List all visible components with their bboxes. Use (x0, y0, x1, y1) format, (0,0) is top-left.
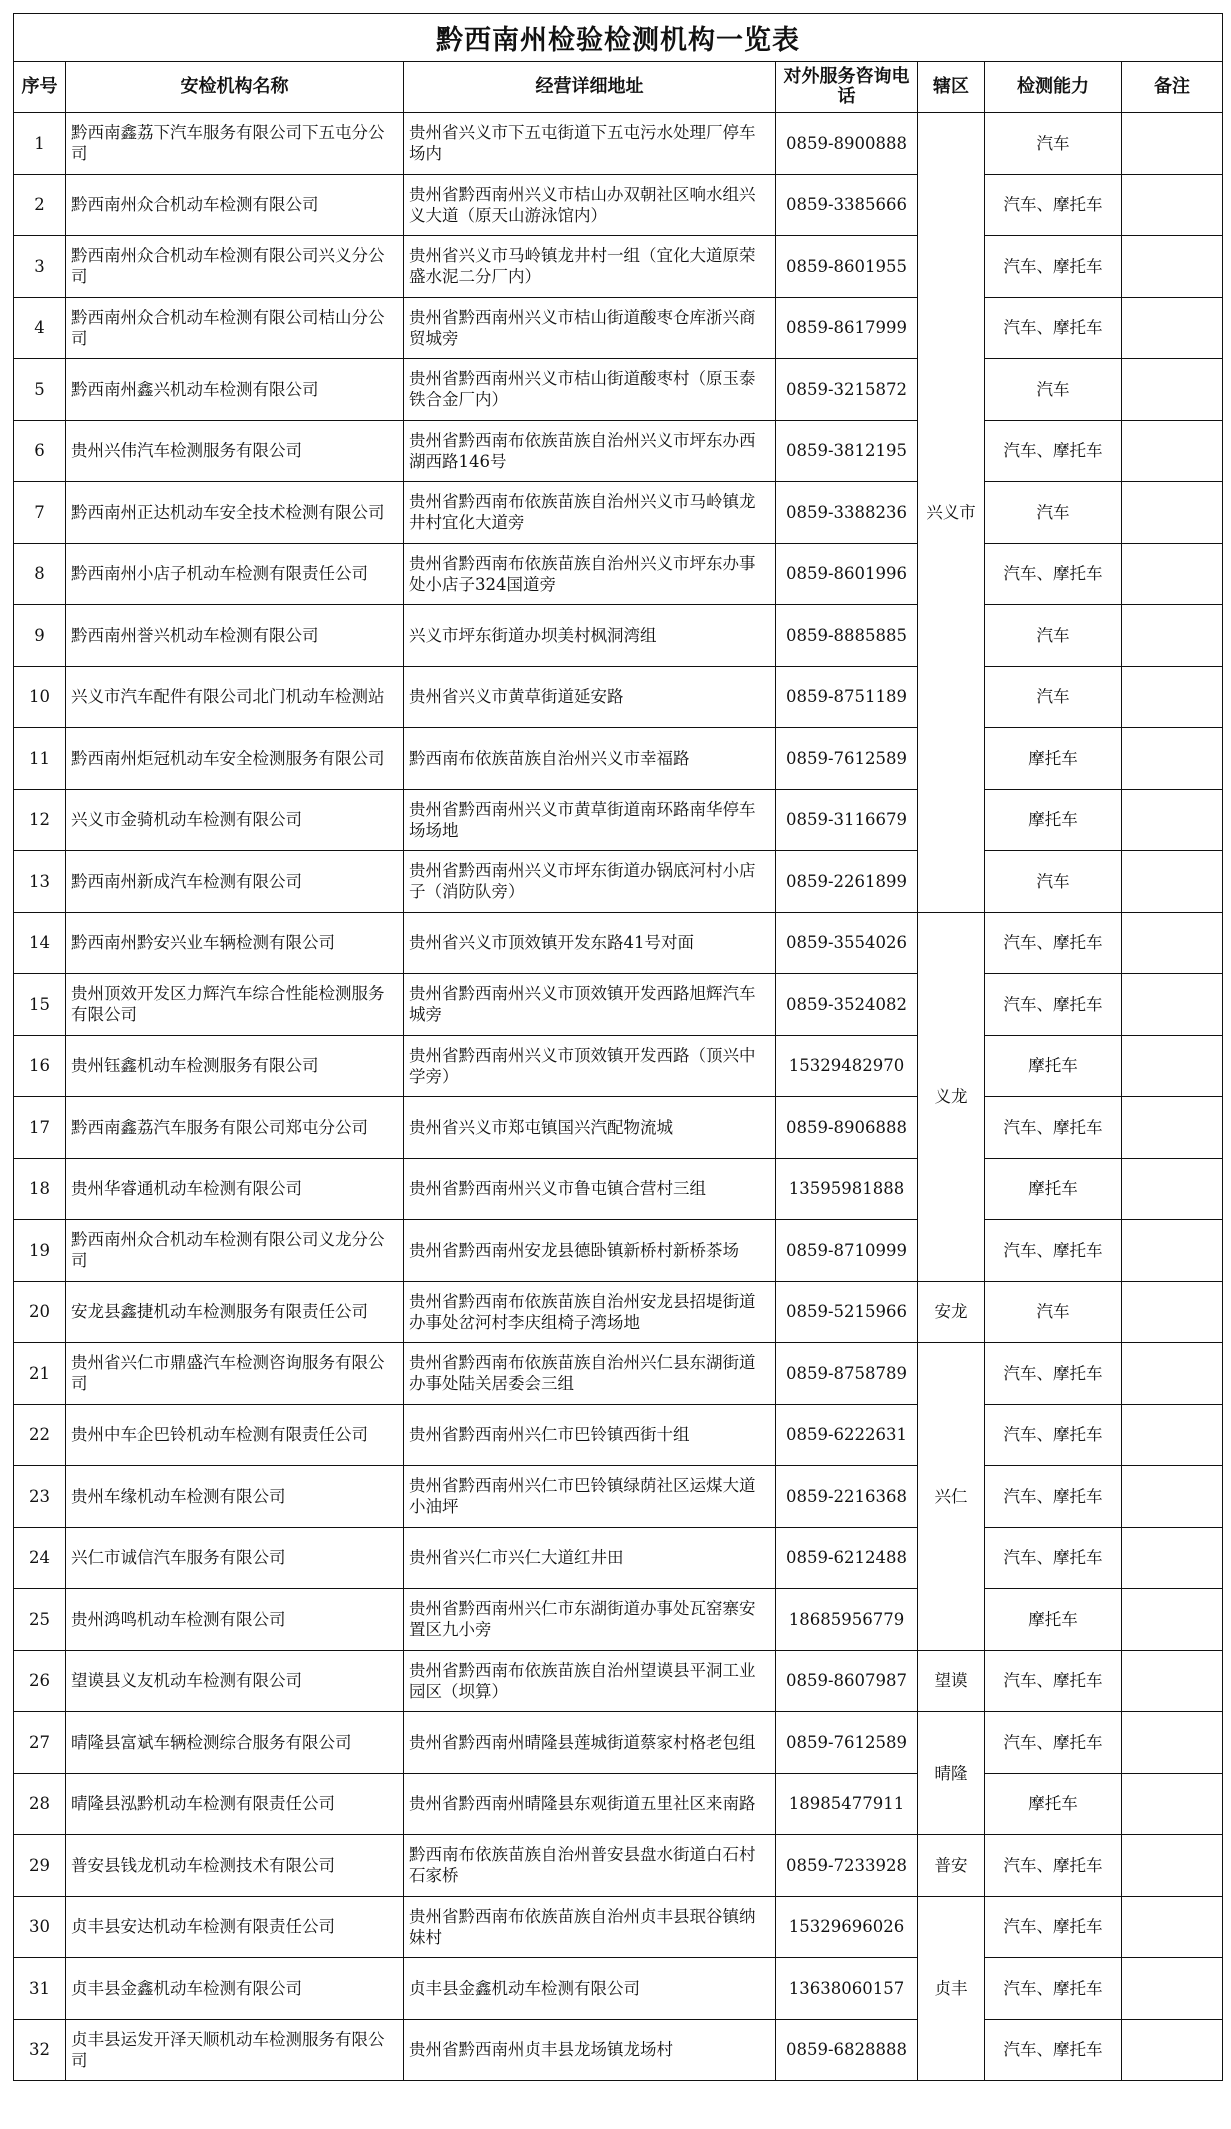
row-agency-name: 黔西南州小店子机动车检测有限责任公司 (66, 543, 404, 605)
row-phone: 0859-8758789 (776, 1343, 918, 1405)
row-serial-no: 6 (14, 420, 66, 482)
table-row (14, 236, 1223, 298)
row-capability: 摩托车 (985, 1035, 1122, 1097)
row-address: 贵州省黔西南布依族苗族自治州兴仁县东湖街道办事处陆关居委会三组 (404, 1343, 776, 1405)
row-address: 贵州省黔西南州兴义市顶效镇开发西路（顶兴中学旁） (404, 1035, 776, 1097)
row-address: 贵州省黔西南布依族苗族自治州兴义市马岭镇龙井村宜化大道旁 (404, 482, 776, 544)
row-agency-name: 贞丰县金鑫机动车检测有限公司 (66, 1958, 404, 2020)
row-capability: 汽车、摩托车 (985, 543, 1122, 605)
row-address: 黔西南布依族苗族自治州普安县盘水街道白石村石家桥 (404, 1835, 776, 1897)
row-district: 兴义市 (918, 113, 985, 913)
table-row (14, 728, 1223, 790)
row-serial-no: 11 (14, 728, 66, 790)
row-agency-name: 黔西南州新成汽车检测有限公司 (66, 851, 404, 913)
row-capability: 汽车、摩托车 (985, 420, 1122, 482)
row-phone: 0859-8601955 (776, 236, 918, 298)
table-row (14, 543, 1223, 605)
row-district: 贞丰 (918, 1896, 985, 2081)
table-row (14, 789, 1223, 851)
table-row (14, 1527, 1223, 1589)
row-serial-no: 23 (14, 1466, 66, 1528)
table-row (14, 1466, 1223, 1528)
row-agency-name: 贵州顶效开发区力辉汽车综合性能检测服务有限公司 (66, 974, 404, 1036)
row-capability: 汽车、摩托车 (985, 1097, 1122, 1159)
row-address: 贵州省兴义市黄草街道延安路 (404, 666, 776, 728)
table-row (14, 482, 1223, 544)
row-address: 贞丰县金鑫机动车检测有限公司 (404, 1958, 776, 2020)
table-row (14, 605, 1223, 667)
row-capability: 汽车、摩托车 (985, 1650, 1122, 1712)
row-address: 贵州省黔西南布依族苗族自治州兴义市坪东办西湖西路146号 (404, 420, 776, 482)
row-note (1122, 482, 1223, 544)
header-serial-no: 序号 (14, 62, 66, 113)
row-agency-name: 黔西南州众合机动车检测有限公司 (66, 174, 404, 236)
row-note (1122, 1835, 1223, 1897)
row-serial-no: 13 (14, 851, 66, 913)
table-row (14, 1404, 1223, 1466)
row-address: 贵州省黔西南州兴义市桔山街道酸枣仓库浙兴商贸城旁 (404, 297, 776, 359)
row-agency-name: 贵州兴伟汽车检测服务有限公司 (66, 420, 404, 482)
row-address: 黔西南布依族苗族自治州兴义市幸福路 (404, 728, 776, 790)
row-phone: 0859-8751189 (776, 666, 918, 728)
row-note (1122, 1281, 1223, 1343)
row-capability: 汽车、摩托车 (985, 236, 1122, 298)
row-phone: 0859-3812195 (776, 420, 918, 482)
row-note (1122, 113, 1223, 175)
table-row (14, 359, 1223, 421)
row-agency-name: 黔西南州众合机动车检测有限公司兴义分公司 (66, 236, 404, 298)
row-agency-name: 晴隆县泓黔机动车检测有限责任公司 (66, 1773, 404, 1835)
row-agency-name: 贵州华睿通机动车检测有限公司 (66, 1158, 404, 1220)
header-agency-name: 安检机构名称 (66, 62, 404, 113)
table-row (14, 1589, 1223, 1651)
row-phone: 0859-8607987 (776, 1650, 918, 1712)
row-capability: 汽车 (985, 482, 1122, 544)
row-capability: 汽车、摩托车 (985, 297, 1122, 359)
row-agency-name: 黔西南州众合机动车检测有限公司义龙分公司 (66, 1220, 404, 1282)
row-serial-no: 17 (14, 1097, 66, 1159)
row-note (1122, 1035, 1223, 1097)
row-capability: 汽车、摩托车 (985, 912, 1122, 974)
row-address: 贵州省兴义市马岭镇龙井村一组（宜化大道原荣盛水泥二分厂内） (404, 236, 776, 298)
table-row (14, 1650, 1223, 1712)
row-note (1122, 666, 1223, 728)
header-note: 备注 (1122, 62, 1223, 113)
row-serial-no: 10 (14, 666, 66, 728)
row-address: 贵州省黔西南州兴仁市巴铃镇绿荫社区运煤大道小油坪 (404, 1466, 776, 1528)
row-capability: 摩托车 (985, 1773, 1122, 1835)
row-serial-no: 4 (14, 297, 66, 359)
row-serial-no: 16 (14, 1035, 66, 1097)
row-phone: 0859-3215872 (776, 359, 918, 421)
row-capability: 汽车、摩托车 (985, 1466, 1122, 1528)
row-note (1122, 1220, 1223, 1282)
row-phone: 0859-2261899 (776, 851, 918, 913)
agency-table (13, 13, 1223, 2081)
row-address: 贵州省黔西南州兴义市鲁屯镇合营村三组 (404, 1158, 776, 1220)
table-row (14, 174, 1223, 236)
row-serial-no: 3 (14, 236, 66, 298)
row-address: 贵州省黔西南布依族苗族自治州安龙县招堤街道办事处岔河村李庆组椅子湾场地 (404, 1281, 776, 1343)
row-phone: 0859-8906888 (776, 1097, 918, 1159)
row-capability: 汽车、摩托车 (985, 1958, 1122, 2020)
row-serial-no: 9 (14, 605, 66, 667)
row-serial-no: 12 (14, 789, 66, 851)
row-address: 贵州省黔西南州兴义市黄草街道南环路南华停车场场地 (404, 789, 776, 851)
inspection-agency-sheet (13, 13, 1222, 2081)
row-note (1122, 2019, 1223, 2081)
row-serial-no: 27 (14, 1712, 66, 1774)
row-note (1122, 1404, 1223, 1466)
row-agency-name: 兴义市汽车配件有限公司北门机动车检测站 (66, 666, 404, 728)
row-capability: 汽车 (985, 113, 1122, 175)
row-note (1122, 1343, 1223, 1405)
row-phone: 0859-3385666 (776, 174, 918, 236)
header-district: 辖区 (918, 62, 985, 113)
header-row (14, 62, 1223, 113)
row-phone: 0859-7233928 (776, 1835, 918, 1897)
row-agency-name: 黔西南州众合机动车检测有限公司桔山分公司 (66, 297, 404, 359)
row-agency-name: 黔西南州鑫兴机动车检测有限公司 (66, 359, 404, 421)
row-capability: 汽车、摩托车 (985, 174, 1122, 236)
table-title: 黔西南州检验检测机构一览表 (14, 14, 1223, 62)
row-phone: 0859-6222631 (776, 1404, 918, 1466)
row-note (1122, 974, 1223, 1036)
row-capability: 汽车、摩托车 (985, 2019, 1122, 2081)
row-phone: 0859-6212488 (776, 1527, 918, 1589)
row-serial-no: 5 (14, 359, 66, 421)
row-agency-name: 黔西南鑫荔下汽车服务有限公司下五屯分公司 (66, 113, 404, 175)
row-capability: 摩托车 (985, 728, 1122, 790)
row-agency-name: 黔西南州炬冠机动车安全检测服务有限公司 (66, 728, 404, 790)
row-note (1122, 420, 1223, 482)
row-capability: 汽车、摩托车 (985, 1896, 1122, 1958)
row-agency-name: 黔西南鑫荔汽车服务有限公司郑屯分公司 (66, 1097, 404, 1159)
row-phone: 0859-8617999 (776, 297, 918, 359)
table-row (14, 297, 1223, 359)
row-note (1122, 1527, 1223, 1589)
row-agency-name: 贵州鸿鸣机动车检测有限公司 (66, 1589, 404, 1651)
row-address: 贵州省黔西南州晴隆县东观街道五里社区来南路 (404, 1773, 776, 1835)
row-note (1122, 297, 1223, 359)
row-district: 义龙 (918, 912, 985, 1281)
row-serial-no: 25 (14, 1589, 66, 1651)
table-row (14, 420, 1223, 482)
table-row (14, 1035, 1223, 1097)
row-phone: 18685956779 (776, 1589, 918, 1651)
row-agency-name: 兴义市金骑机动车检测有限公司 (66, 789, 404, 851)
row-address: 贵州省兴仁市兴仁大道红井田 (404, 1527, 776, 1589)
row-note (1122, 1773, 1223, 1835)
row-agency-name: 黔西南州誉兴机动车检测有限公司 (66, 605, 404, 667)
row-note (1122, 543, 1223, 605)
row-note (1122, 1650, 1223, 1712)
table-row (14, 1220, 1223, 1282)
row-address: 贵州省黔西南州安龙县德卧镇新桥村新桥茶场 (404, 1220, 776, 1282)
row-address: 贵州省黔西南布依族苗族自治州望谟县平洞工业园区（坝算） (404, 1650, 776, 1712)
row-address: 贵州省黔西南布依族苗族自治州贞丰县珉谷镇纳妹村 (404, 1896, 776, 1958)
row-serial-no: 21 (14, 1343, 66, 1405)
row-serial-no: 7 (14, 482, 66, 544)
row-address: 贵州省黔西南州贞丰县龙场镇龙场村 (404, 2019, 776, 2081)
row-address: 兴义市坪东街道办坝美村枫洞湾组 (404, 605, 776, 667)
row-note (1122, 359, 1223, 421)
row-agency-name: 贞丰县安达机动车检测有限责任公司 (66, 1896, 404, 1958)
row-note (1122, 1896, 1223, 1958)
row-serial-no: 2 (14, 174, 66, 236)
row-phone: 0859-8900888 (776, 113, 918, 175)
row-agency-name: 贵州省兴仁市鼎盛汽车检测咨询服务有限公司 (66, 1343, 404, 1405)
row-note (1122, 1589, 1223, 1651)
row-capability: 汽车 (985, 666, 1122, 728)
table-row (14, 666, 1223, 728)
row-capability: 汽车、摩托车 (985, 1527, 1122, 1589)
row-phone: 15329482970 (776, 1035, 918, 1097)
row-district: 晴隆 (918, 1712, 985, 1835)
row-serial-no: 24 (14, 1527, 66, 1589)
row-note (1122, 1958, 1223, 2020)
row-address: 贵州省兴义市郑屯镇国兴汽配物流城 (404, 1097, 776, 1159)
row-phone: 18985477911 (776, 1773, 918, 1835)
row-district: 安龙 (918, 1281, 985, 1343)
row-phone: 0859-3116679 (776, 789, 918, 851)
row-agency-name: 贵州钰鑫机动车检测服务有限公司 (66, 1035, 404, 1097)
row-serial-no: 26 (14, 1650, 66, 1712)
row-serial-no: 14 (14, 912, 66, 974)
row-note (1122, 236, 1223, 298)
row-phone: 0859-6828888 (776, 2019, 918, 2081)
table-row (14, 1343, 1223, 1405)
row-phone: 0859-5215966 (776, 1281, 918, 1343)
row-phone: 0859-8885885 (776, 605, 918, 667)
row-serial-no: 22 (14, 1404, 66, 1466)
row-capability: 摩托车 (985, 789, 1122, 851)
row-phone: 0859-3388236 (776, 482, 918, 544)
table-row (14, 2019, 1223, 2081)
row-note (1122, 1097, 1223, 1159)
header-capability: 检测能力 (985, 62, 1122, 113)
table-row (14, 1835, 1223, 1897)
table-row (14, 1773, 1223, 1835)
row-phone: 0859-3554026 (776, 912, 918, 974)
table-row (14, 974, 1223, 1036)
row-capability: 摩托车 (985, 1589, 1122, 1651)
table-row (14, 113, 1223, 175)
row-phone: 0859-3524082 (776, 974, 918, 1036)
row-address: 贵州省黔西南州兴仁市巴铃镇西街十组 (404, 1404, 776, 1466)
row-phone: 13595981888 (776, 1158, 918, 1220)
row-capability: 汽车 (985, 359, 1122, 421)
row-phone: 0859-7612589 (776, 728, 918, 790)
row-note (1122, 605, 1223, 667)
table-row (14, 851, 1223, 913)
row-note (1122, 1466, 1223, 1528)
row-address: 贵州省黔西南州兴义市坪东街道办锅底河村小店子（消防队旁） (404, 851, 776, 913)
row-district: 兴仁 (918, 1343, 985, 1651)
row-phone: 13638060157 (776, 1958, 918, 2020)
row-phone: 0859-2216368 (776, 1466, 918, 1528)
row-agency-name: 贵州车缘机动车检测有限公司 (66, 1466, 404, 1528)
row-capability: 汽车 (985, 605, 1122, 667)
header-address: 经营详细地址 (404, 62, 776, 113)
row-capability: 汽车、摩托车 (985, 1220, 1122, 1282)
table-body (14, 113, 1223, 2081)
header-phone: 对外服务咨询电话 (776, 62, 918, 113)
row-agency-name: 黔西南州黔安兴业车辆检测有限公司 (66, 912, 404, 974)
row-address: 贵州省兴义市顶效镇开发东路41号对面 (404, 912, 776, 974)
row-phone: 0859-8710999 (776, 1220, 918, 1282)
table-row (14, 912, 1223, 974)
row-capability: 汽车、摩托车 (985, 1343, 1122, 1405)
table-row (14, 1958, 1223, 2020)
row-serial-no: 19 (14, 1220, 66, 1282)
row-serial-no: 32 (14, 2019, 66, 2081)
row-phone: 0859-7612589 (776, 1712, 918, 1774)
table-row (14, 1712, 1223, 1774)
table-row (14, 1896, 1223, 1958)
row-note (1122, 1158, 1223, 1220)
row-serial-no: 28 (14, 1773, 66, 1835)
row-serial-no: 1 (14, 113, 66, 175)
row-address: 贵州省黔西南州兴义市桔山街道酸枣村（原玉泰铁合金厂内） (404, 359, 776, 421)
row-serial-no: 20 (14, 1281, 66, 1343)
row-agency-name: 安龙县鑫捷机动车检测服务有限责任公司 (66, 1281, 404, 1343)
row-agency-name: 望谟县义友机动车检测有限公司 (66, 1650, 404, 1712)
row-district: 普安 (918, 1835, 985, 1897)
row-agency-name: 普安县钱龙机动车检测技术有限公司 (66, 1835, 404, 1897)
table-row (14, 1158, 1223, 1220)
row-note (1122, 1712, 1223, 1774)
row-serial-no: 15 (14, 974, 66, 1036)
row-address: 贵州省兴义市下五屯街道下五屯污水处理厂停车场内 (404, 113, 776, 175)
row-serial-no: 30 (14, 1896, 66, 1958)
row-capability: 汽车 (985, 851, 1122, 913)
row-agency-name: 黔西南州正达机动车安全技术检测有限公司 (66, 482, 404, 544)
row-address: 贵州省黔西南州兴义市顶效镇开发西路旭辉汽车城旁 (404, 974, 776, 1036)
row-note (1122, 174, 1223, 236)
row-note (1122, 728, 1223, 790)
table-row (14, 1281, 1223, 1343)
row-serial-no: 31 (14, 1958, 66, 2020)
row-agency-name: 兴仁市诚信汽车服务有限公司 (66, 1527, 404, 1589)
row-capability: 汽车、摩托车 (985, 1712, 1122, 1774)
row-address: 贵州省黔西南州晴隆县莲城街道蔡家村格老包组 (404, 1712, 776, 1774)
row-capability: 汽车、摩托车 (985, 1404, 1122, 1466)
row-serial-no: 18 (14, 1158, 66, 1220)
row-phone: 15329696026 (776, 1896, 918, 1958)
row-serial-no: 29 (14, 1835, 66, 1897)
row-serial-no: 8 (14, 543, 66, 605)
row-capability: 摩托车 (985, 1158, 1122, 1220)
row-address: 贵州省黔西南州兴仁市东湖街道办事处瓦窑寨安置区九小旁 (404, 1589, 776, 1651)
row-agency-name: 贞丰县运发开泽天顺机动车检测服务有限公司 (66, 2019, 404, 2081)
row-capability: 汽车 (985, 1281, 1122, 1343)
row-phone: 0859-8601996 (776, 543, 918, 605)
row-agency-name: 贵州中车企巴铃机动车检测有限责任公司 (66, 1404, 404, 1466)
row-capability: 汽车、摩托车 (985, 1835, 1122, 1897)
row-address: 贵州省黔西南州兴义市桔山办双朝社区响水组兴义大道（原天山游泳馆内） (404, 174, 776, 236)
row-address: 贵州省黔西南布依族苗族自治州兴义市坪东办事处小店子324国道旁 (404, 543, 776, 605)
row-note (1122, 789, 1223, 851)
row-capability: 汽车、摩托车 (985, 974, 1122, 1036)
row-note (1122, 912, 1223, 974)
table-row (14, 1097, 1223, 1159)
row-district: 望谟 (918, 1650, 985, 1712)
row-agency-name: 晴隆县富斌车辆检测综合服务有限公司 (66, 1712, 404, 1774)
row-note (1122, 851, 1223, 913)
